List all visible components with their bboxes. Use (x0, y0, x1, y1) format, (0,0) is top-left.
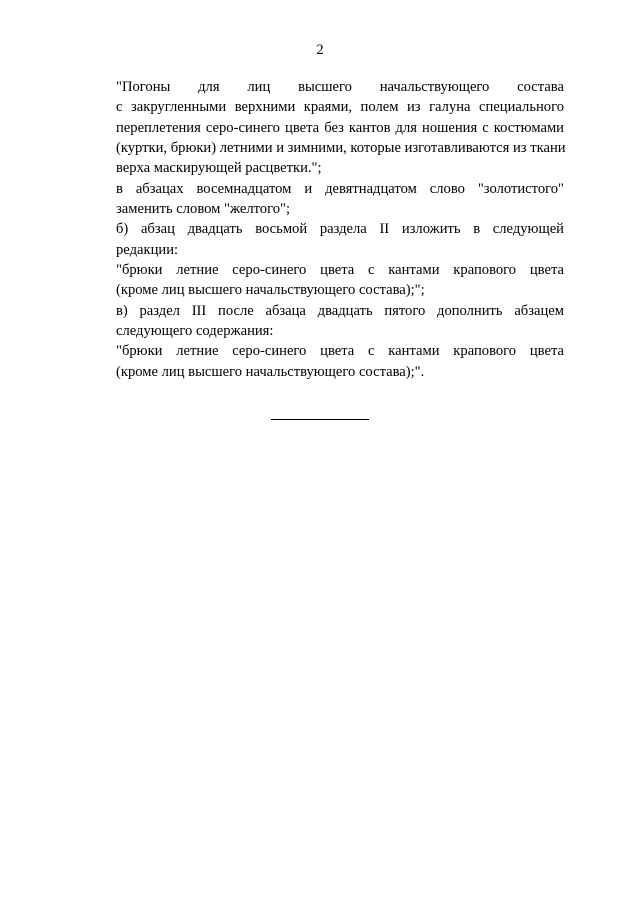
text-line: "Погоны для лиц высшего начальствующего состава (116, 79, 564, 95)
paragraph-pogony (76, 77, 564, 179)
text-line: переплетения серо-синего цвета без кантов для ношения с костюмами (116, 119, 564, 136)
document-body (76, 77, 564, 382)
text-line: с закругленными верхними краями, полем из галуна специального (116, 99, 564, 116)
paragraph-bryuki-1 (76, 260, 564, 301)
paragraph-item-v (76, 301, 564, 342)
paragraph-zolotistogo (76, 179, 564, 220)
text-line: "брюки летние серо-синего цвета с кантами крапового цвета (116, 343, 564, 360)
closing-rule (271, 419, 369, 420)
text-line: верха маскирующей расцветки."; (116, 160, 322, 177)
page-number: 2 (316, 42, 324, 58)
text-line: заменить словом "желтого"; (116, 201, 291, 218)
paragraph-item-b (76, 219, 564, 260)
text-line: (кроме лиц высшего начальствующего состава);". (116, 363, 425, 380)
text-line: в) раздел III после абзаца двадцать пятого дополнить абзацем (116, 302, 564, 319)
text-line: в абзацах восемнадцатом и девятнадцатом слово "золотистого" (116, 180, 564, 197)
paragraph-bryuki-2 (76, 341, 564, 382)
text-line: "брюки летние серо-синего цвета с кантами крапового цвета (116, 262, 564, 279)
text-line: следующего содержания: (116, 323, 274, 340)
text-line: (кроме лиц высшего начальствующего состава);"; (116, 282, 425, 299)
text-line: б) абзац двадцать восьмой раздела II изложить в следующей (116, 221, 564, 238)
text-line: редакции: (116, 241, 179, 258)
text-line: (куртки, брюки) летними и зимними, которые изготавливаются из ткани (116, 140, 566, 157)
